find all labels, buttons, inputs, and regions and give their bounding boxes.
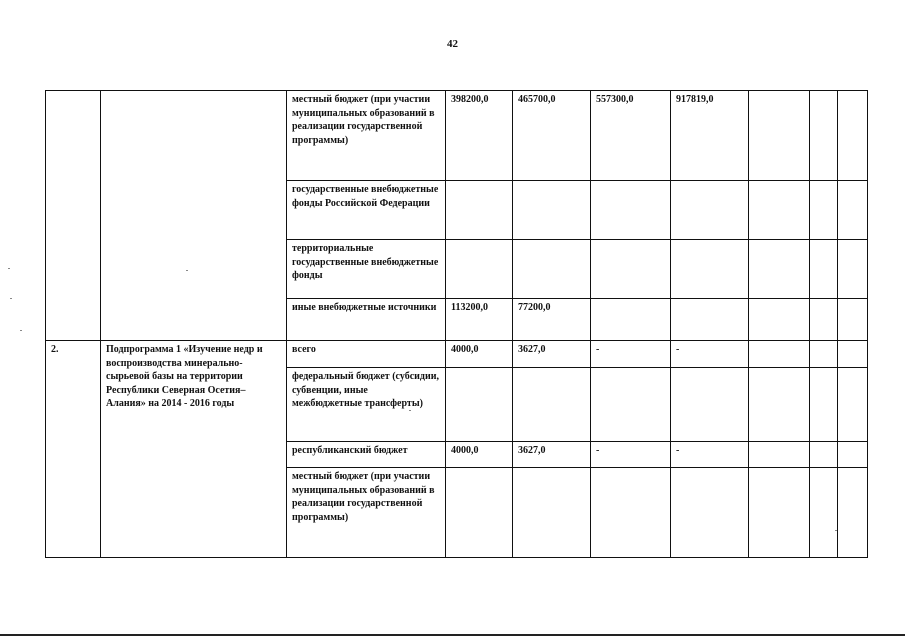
value-cell: [810, 181, 838, 240]
value-cell: [838, 341, 868, 368]
value-cell: [446, 181, 513, 240]
value-cell: [810, 240, 838, 299]
program-name-cell: [101, 91, 287, 341]
value-cell: 113200,0: [446, 299, 513, 341]
value-cell: [810, 341, 838, 368]
value-cell: [838, 181, 868, 240]
value-cell: [810, 299, 838, 341]
value-cell: [810, 368, 838, 442]
value-cell: [838, 468, 868, 558]
value-cell: [749, 442, 810, 468]
scan-speck: [10, 298, 12, 299]
value-cell: [749, 341, 810, 368]
value-cell: -: [671, 341, 749, 368]
value-cell: [749, 181, 810, 240]
value-cell: [749, 468, 810, 558]
value-cell: 77200,0: [513, 299, 591, 341]
value-cell: [838, 442, 868, 468]
row-number-cell: 2.: [46, 341, 101, 558]
value-cell: [671, 468, 749, 558]
value-cell: [591, 181, 671, 240]
value-cell: 917819,0: [671, 91, 749, 181]
value-cell: -: [591, 442, 671, 468]
value-cell: [591, 368, 671, 442]
value-cell: [513, 468, 591, 558]
scan-speck: [8, 268, 10, 269]
value-cell: 557300,0: [591, 91, 671, 181]
scan-speck: [20, 330, 22, 331]
funding-source-cell: федеральный бюджет (субсидии, субвенции, иные межбюджетные трансферты): [287, 368, 446, 442]
funding-source-cell: иные внебюджетные источники: [287, 299, 446, 341]
value-cell: [838, 368, 868, 442]
funding-source-cell: территориальные государственные внебюджетные фонды: [287, 240, 446, 299]
value-cell: [513, 368, 591, 442]
value-cell: 4000,0: [446, 442, 513, 468]
funding-source-cell: государственные внебюджетные фонды Российской Федерации: [287, 181, 446, 240]
scan-speck: [409, 410, 411, 411]
program-name-cell: Подпрограмма 1 «Изучение недр и воспроизводства минерально-сырьевой базы на территории Республики Северная Осетия–Алания» на 2014 - 2016 годы: [101, 341, 287, 558]
value-cell: [749, 91, 810, 181]
value-cell: [671, 299, 749, 341]
value-cell: 398200,0: [446, 91, 513, 181]
value-cell: [749, 368, 810, 442]
value-cell: [513, 240, 591, 299]
row-number-cell: [46, 91, 101, 341]
value-cell: [591, 240, 671, 299]
value-cell: 465700,0: [513, 91, 591, 181]
value-cell: [591, 299, 671, 341]
value-cell: [810, 468, 838, 558]
value-cell: 3627,0: [513, 341, 591, 368]
value-cell: [446, 240, 513, 299]
value-cell: [591, 468, 671, 558]
scan-edge-line: [0, 634, 905, 636]
table-row: [46, 341, 868, 368]
value-cell: [810, 442, 838, 468]
value-cell: -: [591, 341, 671, 368]
value-cell: [749, 299, 810, 341]
value-cell: [810, 91, 838, 181]
value-cell: [838, 240, 868, 299]
value-cell: 3627,0: [513, 442, 591, 468]
value-cell: [838, 299, 868, 341]
value-cell: [513, 181, 591, 240]
funding-source-cell: местный бюджет (при участии муниципальных образований в реализации государственной программы): [287, 468, 446, 558]
value-cell: -: [671, 442, 749, 468]
value-cell: [446, 468, 513, 558]
value-cell: 4000,0: [446, 341, 513, 368]
scan-speck: [835, 530, 837, 531]
value-cell: [671, 368, 749, 442]
scan-speck: [186, 270, 188, 271]
value-cell: [671, 181, 749, 240]
value-cell: [446, 368, 513, 442]
funding-source-cell: всего: [287, 341, 446, 368]
funding-source-cell: местный бюджет (при участии муниципальных образований в реализации государственной программы): [287, 91, 446, 181]
funding-source-cell: республиканский бюджет: [287, 442, 446, 468]
budget-table: [45, 90, 868, 558]
value-cell: [838, 91, 868, 181]
value-cell: [671, 240, 749, 299]
value-cell: [749, 240, 810, 299]
page-number: 42: [447, 38, 458, 50]
table-row: [46, 91, 868, 181]
